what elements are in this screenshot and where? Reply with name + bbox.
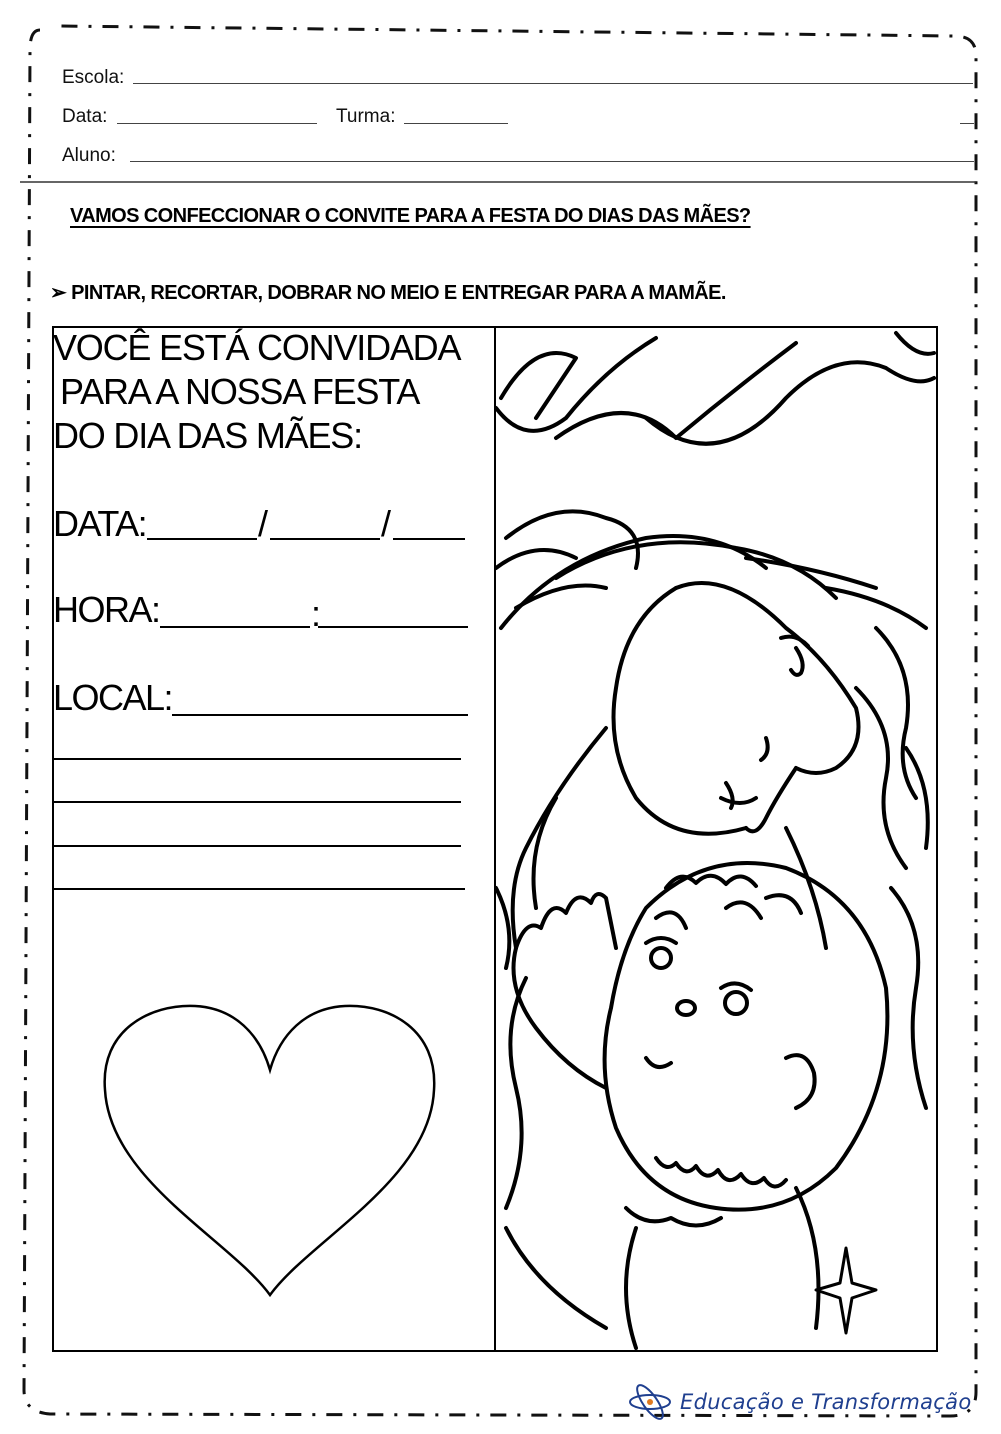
invite-local-line-4[interactable] [53,845,461,847]
invite-local-line-5[interactable] [53,888,465,890]
turma-field-end [960,123,974,124]
heart-outline-icon [100,1000,440,1300]
aluno-label: Aluno: [62,145,116,166]
invite-line-2: PARA A NOSSA FESTA [60,371,420,412]
invite-line-3: DO DIA DAS MÃES: [53,415,362,456]
invite-day-field[interactable] [147,538,257,540]
aluno-field[interactable] [130,161,974,162]
logo-text: Educação e Transformação [680,1390,972,1414]
page-title: VAMOS CONFECCIONAR O CONVITE PARA A FESTA DO DIAS DAS MÃES? [70,205,751,227]
invite-local-line-3[interactable] [53,801,461,803]
invite-year-field[interactable] [393,538,465,540]
date-separator-2: / [381,503,392,544]
time-separator: : [311,593,322,634]
escola-label: Escola: [62,67,125,88]
turma-field[interactable] [404,123,508,124]
date-separator-1: / [258,503,269,544]
escola-field[interactable] [133,83,973,84]
logo [628,1384,971,1420]
mother-and-baby-illustration [496,328,936,1350]
data-label: Data: [62,106,108,127]
instruction [50,280,726,305]
invite-data-label: DATA: [53,503,147,544]
instruction-text: PINTAR, RECORTAR, DOBRAR NO MEIO E ENTREGAR PARA A MAMÃE. [71,282,726,304]
turma-label: Turma: [336,106,396,127]
invite-minute-field[interactable] [318,626,468,628]
atom-icon [628,1384,672,1420]
invite-hour-field[interactable] [160,626,310,628]
invite-local-line-2[interactable] [53,758,461,760]
data-field[interactable] [117,123,317,124]
instruction-bullet: ➢ [50,282,67,304]
invite-local-label: LOCAL: [53,677,173,718]
invite-month-field[interactable] [270,538,380,540]
invite-line-1: VOCÊ ESTÁ CONVIDADA [53,327,461,368]
invite-hora-label: HORA: [53,589,160,630]
invite-local-field[interactable] [172,714,468,716]
